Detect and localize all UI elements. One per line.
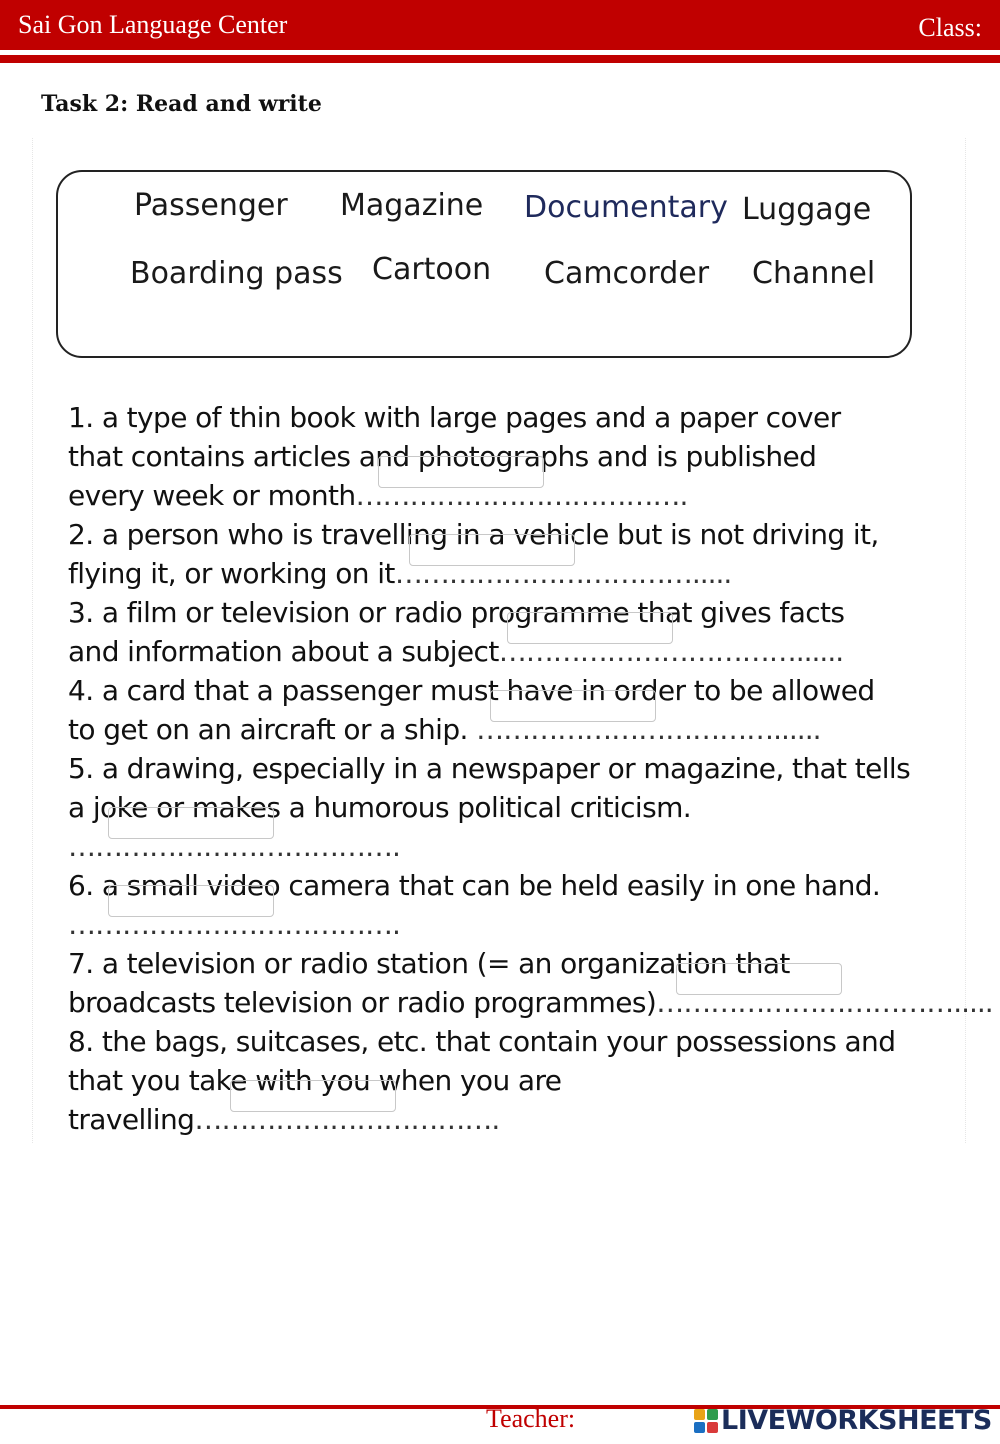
- question-2-answer-line: [68, 554, 968, 593]
- task-title: Task 2: Read and write: [41, 91, 322, 117]
- liveworksheets-logo-icon: [694, 1409, 718, 1433]
- word-bank-item: Magazine: [340, 188, 484, 223]
- question-text: that you take with you when you are: [68, 1064, 562, 1097]
- question-text: 7. a television or radio station (= an organization that: [68, 947, 790, 980]
- answer-input-4[interactable]: [490, 690, 656, 722]
- question-7-answer-line: [68, 983, 993, 1022]
- question-text: 1. a type of thin book with large pages and a paper cover: [68, 401, 841, 434]
- question-text: 3. a film or television or radio programme that gives facts: [68, 596, 845, 629]
- question-text: 8. the bags, suitcases, etc. that contain your possessions and: [68, 1025, 896, 1058]
- word-bank-item: Boarding pass: [130, 256, 343, 291]
- question-text: travelling: [68, 1103, 195, 1136]
- answer-input-5[interactable]: [108, 807, 274, 839]
- answer-blank: [499, 632, 843, 671]
- word-bank-item: Channel: [752, 256, 876, 291]
- answer-dots: ……………………………......: [498, 635, 844, 668]
- word-bank-item: Documentary: [524, 190, 728, 225]
- question-1-answer-line: [68, 476, 968, 515]
- answer-input-6[interactable]: [108, 885, 274, 917]
- question-text: 5. a drawing, especially in a newspaper or magazine, that tells: [68, 752, 911, 785]
- question-text: 4. a card that a passenger must have in order to be allowed: [68, 674, 875, 707]
- question-6-answer-line: [68, 905, 968, 944]
- answer-input-8[interactable]: [230, 1080, 396, 1112]
- answer-blank: [194, 1100, 499, 1139]
- word-bank-item: Camcorder: [544, 256, 710, 291]
- center-name: Sai Gon Language Center: [18, 10, 288, 39]
- header-divider: [0, 55, 1000, 63]
- answer-dots: …………………………….: [194, 1103, 500, 1136]
- question-text: every week or month: [68, 479, 356, 512]
- class-label: Class:: [918, 13, 982, 42]
- answer-input-3[interactable]: [507, 612, 673, 644]
- liveworksheets-logo: [694, 1406, 992, 1436]
- question-text: 6. a small video camera that can be held easily in one hand.: [68, 869, 881, 902]
- teacher-label: Teacher:: [486, 1404, 576, 1433]
- question-text: broadcasts television or radio programmes): [68, 986, 657, 1019]
- question-text: to get on an aircraft or a ship.: [68, 713, 477, 746]
- answer-blank: [68, 905, 400, 944]
- word-bank-item: Passenger: [134, 188, 288, 223]
- answer-dots: ……………………………….: [68, 908, 400, 941]
- answer-blank: [68, 827, 400, 866]
- question-text: that contains articles and photographs and is published: [68, 440, 817, 473]
- question-5-answer-line: [68, 827, 968, 866]
- question-text: a joke or makes a humorous political criticism.: [68, 791, 692, 824]
- question-3-answer-line: [68, 632, 968, 671]
- question-text: and information about a subject: [68, 635, 499, 668]
- question-list: [68, 398, 993, 1139]
- answer-blank: [656, 983, 993, 1022]
- answer-input-2[interactable]: [409, 534, 575, 566]
- question-text: flying it, or working on it: [68, 557, 395, 590]
- question-4-answer-line: [68, 710, 968, 749]
- word-bank-item: Luggage: [742, 192, 872, 227]
- word-bank-item: Cartoon: [372, 252, 492, 287]
- answer-dots: …………………………….....: [394, 557, 732, 590]
- answer-input-7[interactable]: [676, 963, 842, 995]
- brand-name: LIVEWORKSHEETS: [721, 1405, 992, 1436]
- answer-blank: [476, 710, 820, 749]
- answer-input-1[interactable]: [378, 456, 544, 488]
- answer-dots: ……………………………….: [355, 479, 688, 512]
- question-8-answer-line: [68, 1100, 968, 1139]
- answer-dots: ……………………………….: [68, 830, 400, 863]
- answer-dots: ……………………………......: [476, 713, 821, 746]
- question-text: 2. a person who is travelling in a vehicle but is not driving it,: [68, 518, 879, 551]
- answer-blank: [395, 554, 732, 593]
- answer-blank: [356, 476, 688, 515]
- answer-dots: …………………………….....: [656, 986, 993, 1019]
